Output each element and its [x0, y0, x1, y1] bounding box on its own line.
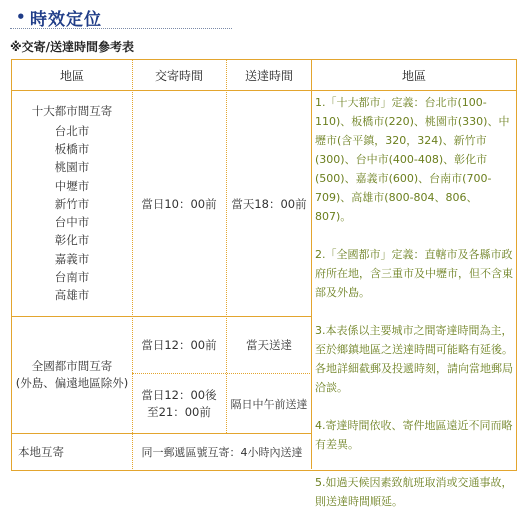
- city-item: 台中市: [54, 215, 90, 230]
- city-item: 桃園市: [54, 160, 90, 175]
- city-item: 台北市: [54, 123, 90, 138]
- city-list-heading: 十大都市間互寄: [31, 104, 113, 119]
- city-item: 板橋市: [54, 141, 90, 156]
- city-item: 台南市: [54, 270, 90, 285]
- city-item: 高雄市: [54, 288, 90, 303]
- remarks-column: [312, 91, 516, 508]
- group2-row1-send-time: 當日12：00前: [141, 338, 217, 352]
- remark-item: 3.本表係以主要城市之間寄達時間為主，至於鄉鎮地區之送達時間可能略有延後。各地詳細截郵及投遞時刻，請向當地郵局洽談。: [315, 324, 513, 394]
- remark-item: 4.寄達時間依收、寄件地區遠近不同而略有差異。: [315, 419, 513, 451]
- group1-deliver-time: 當天18：00前: [231, 196, 307, 211]
- nationwide-label: 全國都市間互寄: [31, 359, 113, 373]
- header-region: 地區: [59, 68, 84, 83]
- region-nationwide: [12, 317, 132, 433]
- section-title-bar: [10, 4, 232, 29]
- header-send-time: 交寄時間: [154, 68, 203, 83]
- remark-item: 1.「十大都市」定義：台北市(100-110)、板橋市(220)、桃園市(330)、中壢市(含平鎮，320，324)、新竹市(300)、台中市(400-408)、彰化市(500)、嘉義市(600)、台南市(700-709)、高雄市(800-804、806、807)。: [315, 96, 510, 223]
- title-bullet: •: [16, 8, 26, 26]
- delivery-time-table: [11, 59, 517, 508]
- region-local: 本地互寄: [18, 444, 64, 459]
- remark-item: 2.「全國都市」定義：直轄市及各縣市政府所在地，含三重市及中壢市，但不含東部及外島。: [315, 248, 513, 299]
- group2-row2-send-time: [132, 374, 226, 433]
- header-region-remarks: 地區: [401, 68, 426, 83]
- send-time-line: 當日12：00後: [141, 387, 217, 402]
- group2-row2-deliver-time: 隔日中午前送達: [230, 397, 308, 411]
- city-item: 彰化市: [54, 233, 90, 248]
- page-title: 時效定位: [30, 10, 102, 30]
- city-item: 中壢市: [54, 178, 90, 193]
- region-ten-cities: [12, 91, 132, 316]
- send-time-line: 至21：00前: [147, 404, 211, 419]
- table-caption: ※交寄/送達時間參考表: [10, 40, 135, 54]
- local-delivery-note: 同一郵遞區號互寄：4小時內送達: [141, 445, 303, 459]
- nationwide-exclusion: (外島、偏遠地區除外): [15, 376, 129, 390]
- remark-item: 5.如過天候因素致航班取消或交通事故，則送達時間順延。: [315, 476, 513, 508]
- group1-send-time: 當日10：00前: [141, 196, 217, 211]
- city-item: 嘉義市: [54, 251, 90, 266]
- city-list: [32, 102, 113, 304]
- city-item: 新竹市: [54, 196, 90, 211]
- group2-row1-deliver-time: 當天送達: [246, 338, 292, 352]
- header-deliver-time: 送達時間: [244, 68, 293, 83]
